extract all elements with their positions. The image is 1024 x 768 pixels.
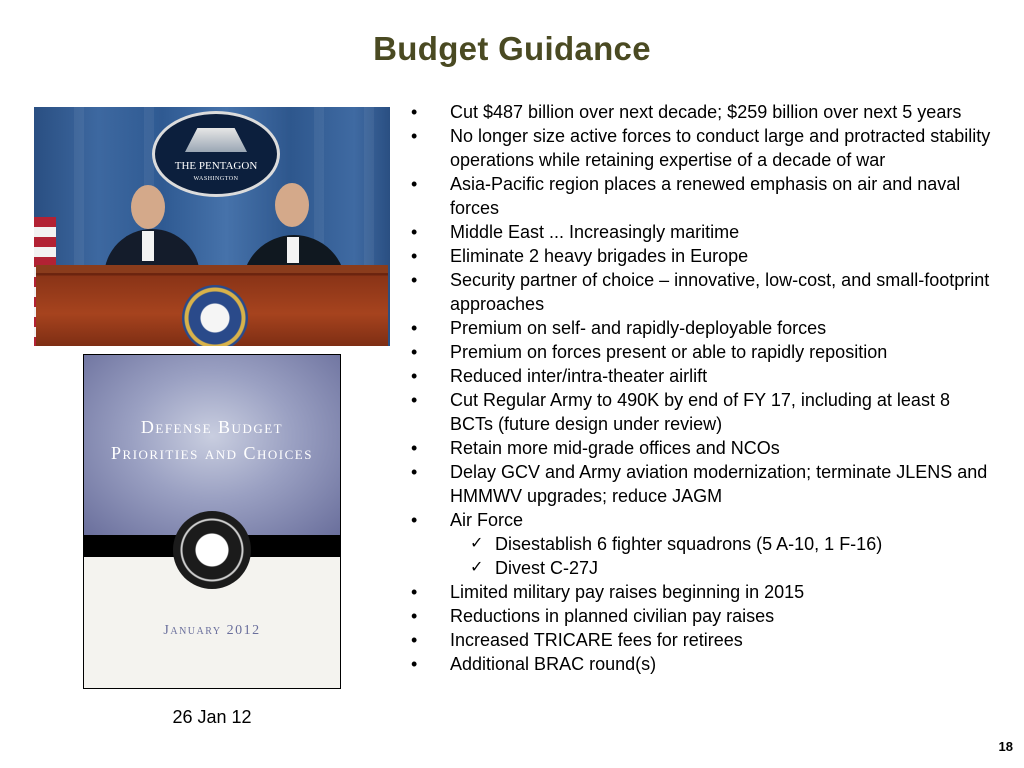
bullet-text: Middle East ... Increasingly maritime xyxy=(450,222,740,242)
bullet-marker: • xyxy=(411,366,418,386)
bullet-text: Divest C-27J xyxy=(495,558,599,578)
checkmark-icon: ✓ xyxy=(470,559,484,576)
pentagon-sign xyxy=(152,111,280,197)
bullet-text: Premium on forces present or able to rapidly reposition xyxy=(450,342,888,362)
bullet-item xyxy=(406,268,996,316)
bullet-item xyxy=(406,508,996,532)
bullet-item xyxy=(406,316,996,340)
bullet-list xyxy=(406,100,996,676)
bullet-marker: • xyxy=(411,102,418,122)
department-of-defense-seal-icon xyxy=(173,511,251,589)
bullet-item xyxy=(406,364,996,388)
person-left-shirt xyxy=(142,231,154,261)
bullet-item xyxy=(406,436,996,460)
press-conference-photo xyxy=(34,107,390,346)
bullet-marker: • xyxy=(411,342,418,362)
report-cover-image xyxy=(83,354,341,689)
bullet-marker: • xyxy=(411,126,418,146)
podium-top xyxy=(36,265,388,273)
bullet-item xyxy=(406,124,996,172)
person-right-head xyxy=(275,183,309,227)
person-left-head xyxy=(131,185,165,229)
bullet-item xyxy=(406,604,996,628)
bullet-marker: • xyxy=(411,438,418,458)
bullet-marker: • xyxy=(411,510,418,530)
bullet-text: Security partner of choice – innovative, low-cost, and small-footprint approaches xyxy=(450,270,990,314)
bullet-item xyxy=(406,244,996,268)
cover-title-line2: Priorities and Choices xyxy=(111,443,313,463)
bullet-marker: • xyxy=(411,222,418,242)
bullet-text: Air Force xyxy=(450,510,524,530)
bullet-item xyxy=(406,460,996,508)
podium xyxy=(36,265,388,346)
bullet-item xyxy=(406,100,996,124)
bullet-marker: • xyxy=(411,654,418,674)
bullet-text: Premium on self- and rapidly-deployable forces xyxy=(450,318,827,338)
person-right-shirt xyxy=(287,237,299,263)
bullet-marker: • xyxy=(411,630,418,650)
bullet-text: Limited military pay raises beginning in 2015 xyxy=(450,582,805,602)
bullet-text: Disestablish 6 fighter squadrons (5 A-10, 1 F-16) xyxy=(495,534,883,554)
bullet-item xyxy=(406,340,996,364)
cover-date: January 2012 xyxy=(163,623,261,638)
bullet-marker: • xyxy=(411,606,418,626)
report-caption: 26 Jan 12 xyxy=(172,707,252,727)
bullet-text: No longer size active forces to conduct large and protracted stability operations while retaining expertise of a decade of war xyxy=(450,126,991,170)
pentagon-building-icon xyxy=(185,128,247,152)
dod-seal-icon xyxy=(182,285,248,346)
bullet-marker: • xyxy=(411,390,418,410)
bullet-item xyxy=(406,220,996,244)
bullet-marker: • xyxy=(411,174,418,194)
cover-title-line1: Defense Budget xyxy=(140,417,284,437)
bullet-item xyxy=(406,172,996,220)
page-number: 18 xyxy=(998,739,1013,754)
sub-bullet-item xyxy=(406,556,996,580)
bullet-item xyxy=(406,652,996,676)
bullet-text: Asia-Pacific region places a renewed emphasis on air and naval forces xyxy=(450,174,961,218)
bullet-text: Additional BRAC round(s) xyxy=(450,654,657,674)
bullet-item xyxy=(406,580,996,604)
bullet-text: Cut $487 billion over next decade; $259 billion over next 5 years xyxy=(450,102,962,122)
bullet-marker: • xyxy=(411,270,418,290)
bullet-marker: • xyxy=(411,246,418,266)
slide-title: Budget Guidance xyxy=(373,30,651,67)
pentagon-sign-title: THE PENTAGON xyxy=(174,160,258,172)
bullet-item xyxy=(406,628,996,652)
bullet-marker: • xyxy=(411,462,418,482)
bullet-text: Reductions in planned civilian pay raises xyxy=(450,606,775,626)
sub-bullet-item xyxy=(406,532,996,556)
bullet-text: Delay GCV and Army aviation modernization; terminate JLENS and HMMWV upgrades; reduce JAGM xyxy=(450,462,988,506)
bullet-marker: • xyxy=(411,318,418,338)
bullet-text: Reduced inter/intra-theater airlift xyxy=(450,366,708,386)
bullet-text: Cut Regular Army to 490K by end of FY 17, including at least 8 BCTs (future design under review) xyxy=(450,390,950,434)
bullet-marker: • xyxy=(411,582,418,602)
bullet-item xyxy=(406,388,996,436)
bullet-text: Eliminate 2 heavy brigades in Europe xyxy=(450,246,749,266)
bullet-text: Retain more mid-grade offices and NCOs xyxy=(450,438,780,458)
checkmark-icon: ✓ xyxy=(470,535,484,552)
pentagon-sign-subtitle: WASHINGTON xyxy=(193,176,239,182)
bullet-text: Increased TRICARE fees for retirees xyxy=(450,630,743,650)
